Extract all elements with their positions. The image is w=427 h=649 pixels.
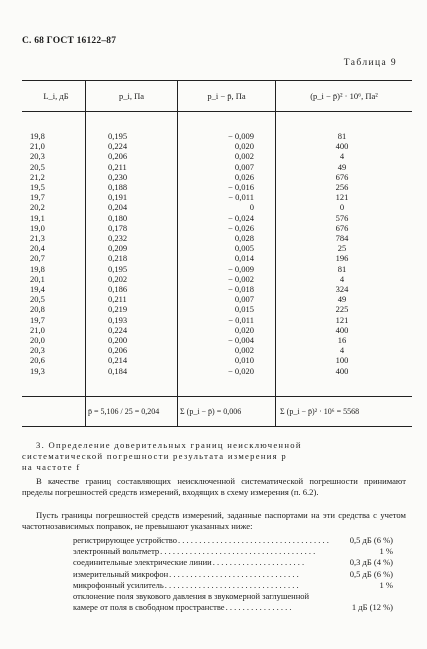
table-cell: 49 <box>337 294 347 305</box>
table-caption: Таблица 9 <box>343 58 397 68</box>
table-cell: 0,204 <box>108 202 128 213</box>
total-sum-deviation: Σ (p_i − p̄) = 0,006 <box>180 407 242 416</box>
table-cell: 0,002 <box>234 345 254 356</box>
list-item: регистрирующее устройство . . . . . . . . . . . . . . . . . . . . . . . . . . . . . . . . . . . . 0,5 дБ (6 %) <box>73 535 393 545</box>
table-cell: 0,191 <box>108 192 128 203</box>
table-cell: 0,209 <box>108 243 128 254</box>
table-cell: 0,202 <box>108 273 128 284</box>
table-cell: 20,4 <box>30 243 45 254</box>
table-cell: 0,193 <box>108 314 128 325</box>
list-item: электронный вольтметр . . . . . . . . . . . . . . . . . . . . . . . . . . . . . . . . . . . . . 1 % <box>73 546 393 557</box>
table-cell: 4 <box>339 273 345 284</box>
table-cell: 0,020 <box>234 141 254 152</box>
header-divider <box>22 111 412 112</box>
table-cell: 19,7 <box>30 192 45 203</box>
table-cell: 324 <box>335 284 349 295</box>
table-cell: 19,0 <box>30 222 45 233</box>
table-cell: 0,206 <box>108 345 128 356</box>
table-cell: 0,218 <box>108 253 128 264</box>
table-cell: 0,002 <box>234 151 254 162</box>
table-cell: − 0,026 <box>227 222 254 233</box>
table-cell: 121 <box>335 314 349 325</box>
header-level: L_i, дБ <box>43 91 69 101</box>
list-item-last: отклонение поля звукового давления в звукомерной заглушенной <box>73 591 310 602</box>
table-cell: 19,8 <box>30 131 45 141</box>
table-cell: 0,010 <box>234 355 254 366</box>
table-cell: 676 <box>335 171 349 182</box>
table-cell: − 0,018 <box>227 284 254 295</box>
table-cell: 20,5 <box>30 294 45 305</box>
table-cell: 0,206 <box>108 151 128 162</box>
column-level <box>30 131 70 376</box>
total-mean: p̄ = 5,106 / 25 = 0,204 <box>88 407 160 416</box>
table-cell: 20,0 <box>30 335 45 346</box>
table-cell: 0,184 <box>108 365 128 376</box>
table-cell: 256 <box>335 182 349 193</box>
table-cell: − 0,002 <box>227 273 254 284</box>
table-cell: 0 <box>249 202 254 213</box>
table-cell: 20,3 <box>30 345 45 356</box>
table-cell: 784 <box>335 233 349 244</box>
list-item-last-cont: камере от поля в свободном пространстве . . . . . . . . . . . . . . . . 1 дБ (12 %) <box>73 602 393 613</box>
table-cell: 0 <box>339 202 345 213</box>
table-cell: − 0,009 <box>227 131 254 141</box>
table-cell: 400 <box>335 365 349 376</box>
table-cell: 0,232 <box>108 233 128 244</box>
table-cell: 20,1 <box>30 273 45 284</box>
table-cell: 196 <box>335 253 349 264</box>
header-deviation: p_i − p̄, Па <box>207 91 246 101</box>
table-cell: 0,211 <box>108 294 127 305</box>
totals-divider <box>22 396 412 397</box>
table-cell: 81 <box>337 131 347 141</box>
header-squared: (p_i − p̄)² · 10⁶, Па² <box>310 91 378 101</box>
table-cell: 20,3 <box>30 151 45 162</box>
header-pressure: p_i, Па <box>118 91 145 101</box>
column-squared <box>322 131 362 376</box>
table-cell: 20,6 <box>30 355 45 366</box>
table-cell: 20,5 <box>30 161 45 172</box>
section-3-line: 3. Определение доверительных границ неисключенной <box>36 440 302 450</box>
table-cell: 0,026 <box>234 171 254 182</box>
table-cell: 19,8 <box>30 263 45 274</box>
table-cell: 0,007 <box>234 161 254 172</box>
table-cell: 0,180 <box>108 212 128 223</box>
table-cell: 0,195 <box>108 263 128 274</box>
section-3-line: на частоте f <box>22 462 81 472</box>
instrument-list <box>73 535 393 613</box>
table-cell: 81 <box>337 263 347 274</box>
table-cell: 21,0 <box>30 324 45 335</box>
table-cell: 19,7 <box>30 314 45 325</box>
paragraph-1: В качестве границ составляющих неисключенной систематической погрешности принимают пределы погрешностей средств измерений, входящих в схему измерения (п. 6.2). <box>22 476 406 497</box>
column-divider <box>177 81 178 426</box>
table-cell: 676 <box>335 222 349 233</box>
column-divider <box>275 81 276 426</box>
section-3-line: систематической погрешности результата измерения p <box>22 451 287 461</box>
table-cell: 0,188 <box>108 182 128 193</box>
table-cell: 25 <box>337 243 347 254</box>
table-cell: 0,200 <box>108 335 128 346</box>
table-cell: 49 <box>337 161 347 172</box>
table-cell: 19,1 <box>30 212 45 223</box>
table-cell: 16 <box>337 335 347 346</box>
table-cell: 0,224 <box>108 141 128 152</box>
table-cell: 19,4 <box>30 284 45 295</box>
table-cell: 0,224 <box>108 324 128 335</box>
paragraph-2: Пусть границы погрешностей средств измерений, заданные паспортами на эти средства с учетом частотнозависимых поправок, не превышают указанных ниже: <box>22 510 406 531</box>
data-table <box>22 80 412 427</box>
list-item: соединительные электрические линии . . . . . . . . . . . . . . . . . . . . . . 0,3 дБ (4 %) <box>73 557 393 568</box>
table-cell: 100 <box>335 355 349 366</box>
table-cell: − 0,004 <box>227 335 254 346</box>
table-cell: − 0,024 <box>227 212 254 223</box>
table-cell: 0,005 <box>234 243 254 254</box>
table-cell: 400 <box>335 324 349 335</box>
table-cell: 0,178 <box>108 222 128 233</box>
table-cell: 400 <box>335 141 349 152</box>
table-cell: 0,028 <box>234 233 254 244</box>
table-cell: 20,7 <box>30 253 45 264</box>
table-cell: 0,214 <box>108 355 128 366</box>
table-cell: 0,230 <box>108 171 128 182</box>
table-cell: 4 <box>339 151 345 162</box>
table-cell: − 0,020 <box>227 365 254 376</box>
page-header: С. 68 ГОСТ 16122–87 <box>22 36 117 46</box>
table-cell: 0,015 <box>234 304 254 315</box>
table-cell: 576 <box>335 212 349 223</box>
section-3-heading <box>22 440 406 473</box>
table-cell: 21,0 <box>30 141 45 152</box>
column-pressure <box>108 131 148 376</box>
column-deviation <box>194 131 254 376</box>
table-cell: 0,014 <box>234 253 254 264</box>
table-cell: 0,007 <box>234 294 254 305</box>
list-item: микрофонный усилитель . . . . . . . . . . . . . . . . . . . . . . . . . . . . . . . . 1 % <box>73 579 393 590</box>
table-cell: 0,211 <box>108 161 127 172</box>
table-cell: 19,5 <box>30 182 45 193</box>
table-cell: 21,3 <box>30 233 45 244</box>
table-cell: − 0,016 <box>227 182 254 193</box>
table-cell: 20,8 <box>30 304 45 315</box>
table-cell: 0,020 <box>234 324 254 335</box>
table-cell: 21,2 <box>30 171 45 182</box>
table-cell: 0,186 <box>108 284 128 295</box>
total-sum-squared: Σ (p_i − p̄)² · 10⁶ = 5568 <box>280 407 360 416</box>
table-cell: 225 <box>335 304 349 315</box>
table-cell: − 0,011 <box>228 314 254 325</box>
table-cell: 121 <box>335 192 349 203</box>
table-cell: 0,219 <box>108 304 128 315</box>
table-cell: − 0,009 <box>227 263 254 274</box>
table-cell: 20,2 <box>30 202 45 213</box>
table-cell: 4 <box>339 345 345 356</box>
list-item: измерительный микрофон . . . . . . . . . . . . . . . . . . . . . . . . . . . . . . . 0,5 дБ (6 %) <box>73 568 393 579</box>
table-cell: 0,195 <box>108 131 128 141</box>
table-cell: − 0,011 <box>228 192 254 203</box>
column-divider <box>85 81 86 426</box>
table-cell: 19,3 <box>30 365 45 376</box>
